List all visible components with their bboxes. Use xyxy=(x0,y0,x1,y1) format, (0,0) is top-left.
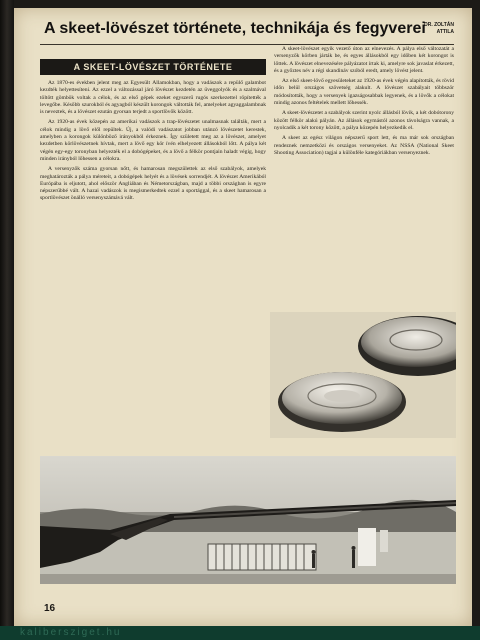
paragraph: A skeet-lövészet egyik vezető úton az elnevezés. A pálya első változatát a versenyzők körben járták be, és egyes állásokból egy időben két korongot is lőttek. A lövészet elnevezésére pályázatot írtak ki, amelyre sok javaslat érkezett, és a győztes név a régi skandináv szóból eredt, amely lövést jelent. xyxy=(274,46,454,74)
skeet-field-illustration xyxy=(40,456,456,584)
paragraph: A skeet-lövészetet a szabályok szerint nyolc állásból lövik, a két dobótorony között félkör alakú pályán. Az állások egymástól azonos távolságra vannak, a nyolcadik a két torony között, a pálya közepén helyezkedik el. xyxy=(274,110,454,131)
skeet-field-photo xyxy=(40,456,456,584)
right-text-column xyxy=(274,46,454,330)
paragraph: Az 1870-es években jelent meg az Egyesült Államokban, hogy a vadászok a repülő galambot kezdték helyettesíteni. Az ezzel a változással járó lövészet kezdetén az üveggolyók és a szalmával töltött gömbök voltak a célok, és az első gépek ezeket egyszerű rugós szerkezettel röpítették a levegőbe. Később szurokból és agyagból készült korongok váltották fel, amelyeket agyaggalambnak is neveztek, és a lövészet ezután gyorsan terjedt a sportlövők között. xyxy=(40,80,266,116)
footer-watermark: kalibersziget.hu xyxy=(20,627,122,638)
article-title: A skeet-lövészet története, technikája és fegyverei xyxy=(44,20,426,37)
clay-targets-illustration xyxy=(270,312,456,438)
title-rule xyxy=(40,44,454,45)
paragraph: A versenyzők száma gyorsan nőtt, és hamarosan megszülettek az első szabályok, amelyek meghatározták a pálya méreteit, a dobógépek helyét és a lövések sorrendjét. A lövészet Amerikából Európába is eljutott, ahol először Angliában és Németországban, majd a többi országban is egyre népszerűbbé vált. A hazai vadászok is megismerkedtek ezzel a sportággal, és a skeet hamarosan a sportlövészet önálló versenyszámává vált. xyxy=(40,166,266,202)
binding-spine xyxy=(0,0,14,640)
paragraph: A skeet az egész világon népszerű sport lett, és ma már sok országban rendeznek nemzetközi és országos versenyeket. Az NSSA (National Skeet Shooting Association) tagjai a különféle kategóriákban versenyeznek. xyxy=(274,135,454,156)
paragraph: Az első skeet-lövő egyesületeket az 1920-as évek végén alapították, és rövid időn belül országos szövetség alakult. A lövészet szabályait többször módosították, hogy a versenyek igazságosabbak legyenek, és a lövők a célokat mindig azonos feltételek mellett lőhessék. xyxy=(274,78,454,107)
article-author: DR. ZOLTÁN ATTILA xyxy=(424,22,454,35)
left-text-column xyxy=(40,80,266,456)
page-number: 16 xyxy=(44,603,56,614)
paragraph: Az 1920-as évek közepén az amerikai vadászok a trap-lövészetet unalmasnak találták, mert a célok mindig a lövő elől repültek. Új, a valódi vadászatot jobban utánzó lövészetet kerestek, amelyben a korongok különböző irányokból érkeznek. Így született meg az a lövészet, amelyet kezdetben körlövészetnek hívtak, mert a lövő egy kör ívén elhelyezett állásokból lőtt. A pálya két végén egy-egy toronyban helyezték el a dobógépeket, és a lövő a félkör pontjain haladt végig, hogy minden irányból lőhessen a célokra. xyxy=(40,119,266,162)
section-heading: A SKEET-LÖVÉSZET TÖRTÉNETE xyxy=(40,59,266,75)
bottom-strip xyxy=(0,626,480,640)
clay-targets-photo xyxy=(270,312,456,438)
